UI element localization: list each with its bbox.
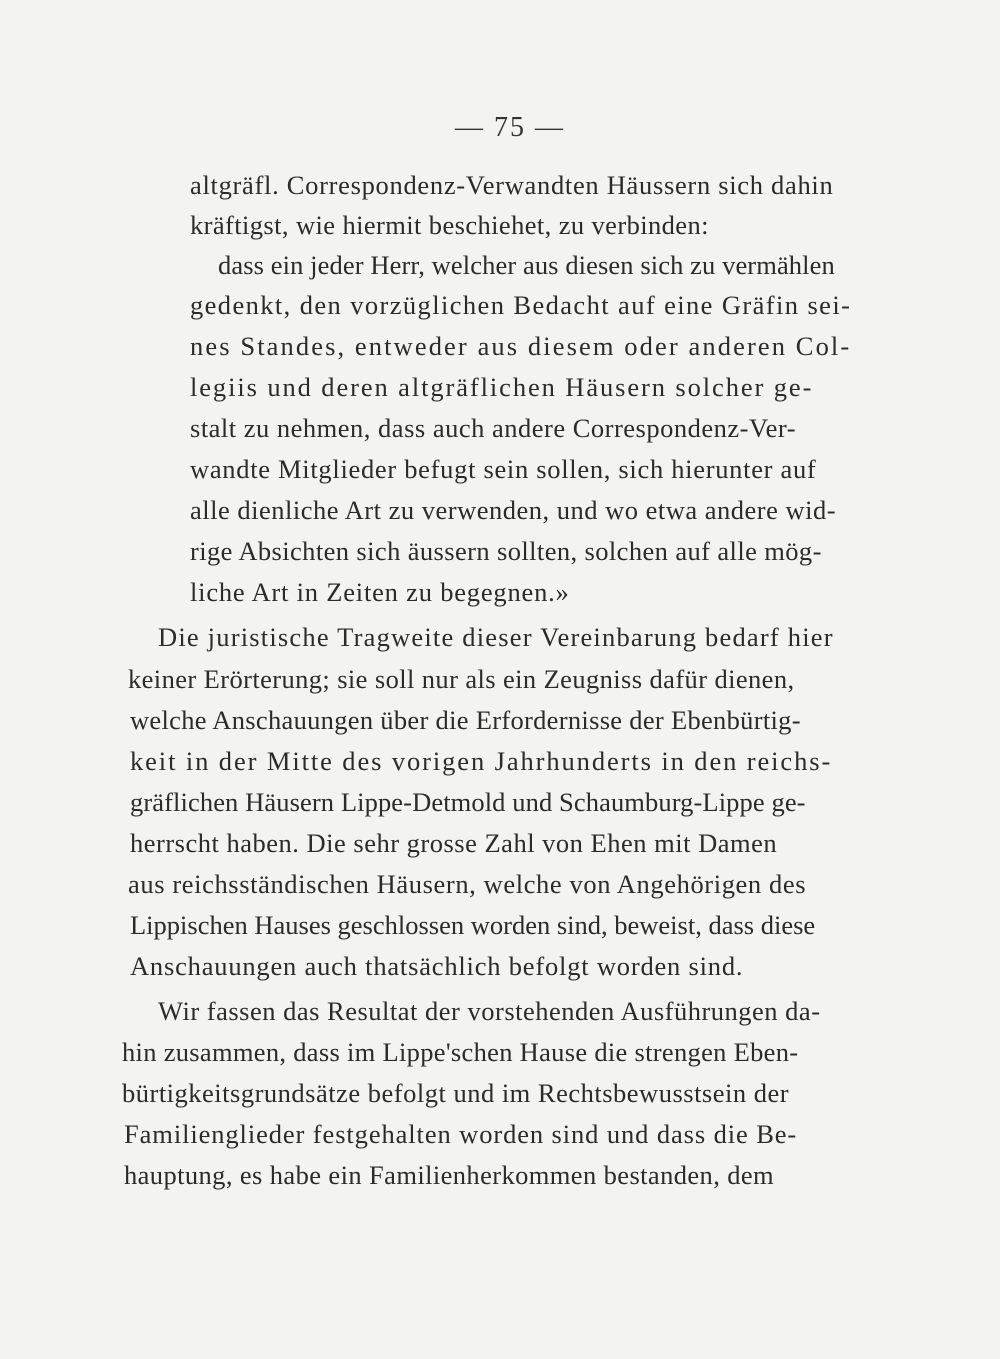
text-line: Familienglieder festgehalten worden sind und dass die Be- — [124, 1119, 798, 1149]
text-line: Lippischen Hauses geschlossen worden sind, beweist, dass diese — [130, 910, 816, 940]
text-line: Die juristische Tragweite dieser Vereinbarung bedarf hier — [158, 622, 834, 652]
text-line: nes Standes, entweder aus diesem oder anderen Col- — [190, 331, 852, 361]
text-line: altgräfl. Correspondenz-Verwandten Häussern sich dahin — [190, 170, 834, 200]
text-line: rige Absichten sich äussern sollten, solchen auf alle mög- — [190, 536, 822, 566]
text-line: Wir fassen das Resultat der vorstehenden Ausführungen da- — [158, 996, 821, 1026]
text-line: liche Art in Zeiten zu begegnen.» — [190, 577, 570, 607]
text-line: legiis und deren altgräflichen Häusern solcher ge- — [190, 372, 814, 402]
text-line: hin zusammen, dass im Lippe'schen Hause die strengen Eben- — [122, 1037, 799, 1067]
text-line: bürtigkeitsgrundsätze befolgt und im Rechtsbewusstsein der — [122, 1078, 790, 1108]
text-line: Anschauungen auch thatsächlich befolgt worden sind. — [130, 951, 744, 981]
text-line: gedenkt, den vorzüglichen Bedacht auf eine Gräfin sei- — [190, 290, 852, 320]
page-number: — 75 — — [455, 112, 565, 143]
text-line: kräftigst, wie hiermit beschiehet, zu verbinden: — [190, 210, 709, 240]
text-line: stalt zu nehmen, dass auch andere Correspondenz-Ver- — [190, 413, 797, 443]
text-line: gräflichen Häusern Lippe-Detmold und Schaumburg-Lippe ge- — [130, 787, 806, 817]
text-line: welche Anschauungen über die Erfordernisse der Ebenbürtig- — [130, 705, 801, 735]
text-line: alle dienliche Art zu verwenden, und wo etwa andere wid- — [190, 495, 837, 525]
text-line: wandte Mitglieder befugt sein sollen, sich hierunter auf — [190, 454, 817, 484]
text-line: keiner Erörterung; sie soll nur als ein Zeugniss dafür dienen, — [128, 664, 795, 694]
text-line: dass ein jeder Herr, welcher aus diesen sich zu vermählen — [218, 250, 835, 280]
text-line: keit in der Mitte des vorigen Jahrhunderts in den reichs- — [130, 746, 833, 776]
text-line: herrscht haben. Die sehr grosse Zahl von Ehen mit Damen — [130, 828, 778, 858]
text-line: hauptung, es habe ein Familienherkommen bestanden, dem — [124, 1160, 775, 1190]
text-line: aus reichsständischen Häusern, welche von Angehörigen des — [128, 869, 807, 899]
